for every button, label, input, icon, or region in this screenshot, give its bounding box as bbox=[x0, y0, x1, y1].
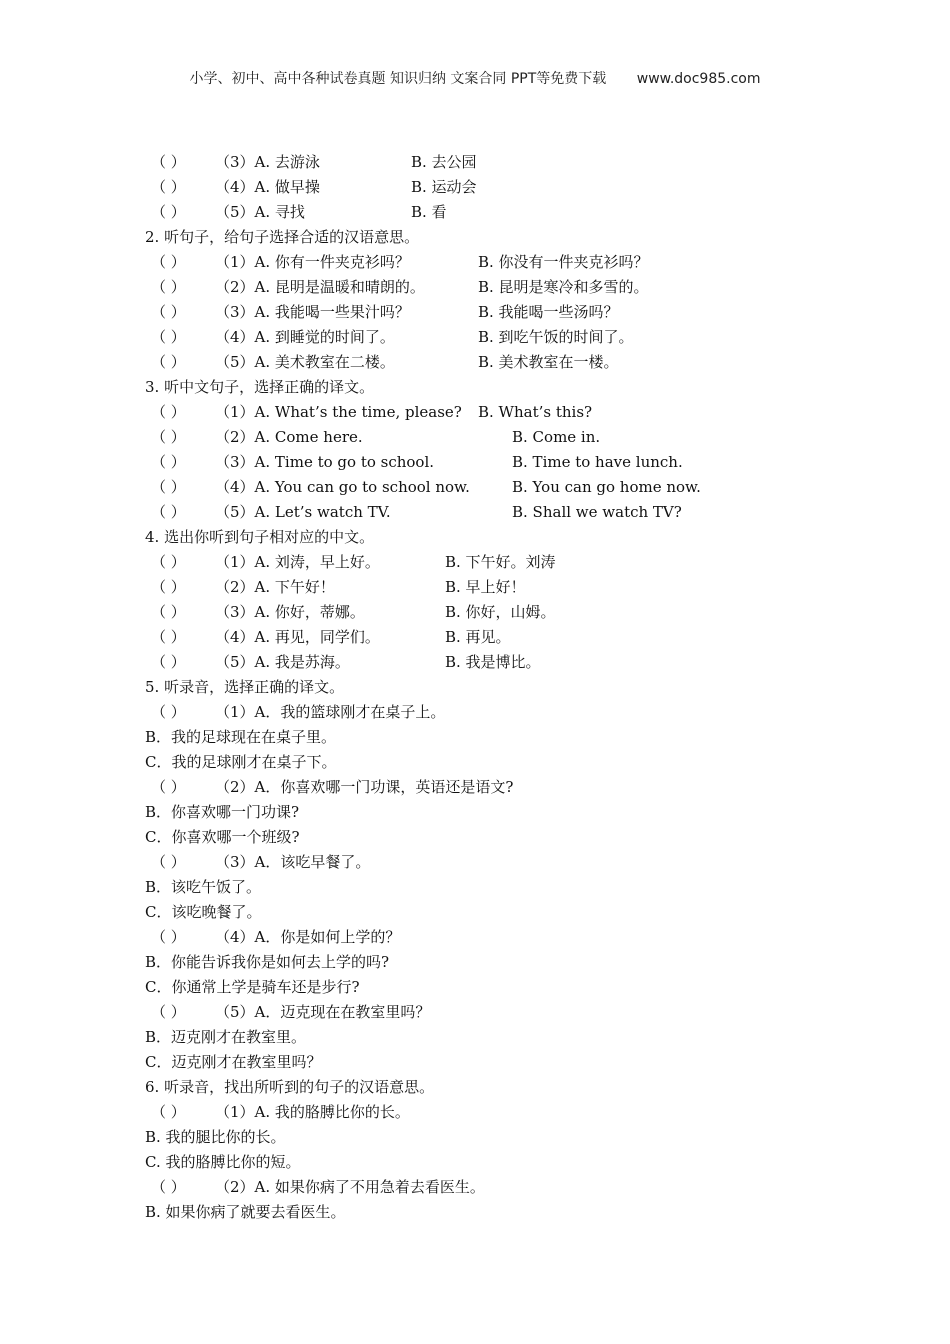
answer-blank: （ ） bbox=[151, 253, 186, 271]
question-line: （ ） （2）A. 如果你病了不用急着去看医生。 bbox=[145, 1175, 865, 1200]
option-b: B. 到吃午饭的时间了。 bbox=[478, 328, 634, 346]
option-a: A. 昆明是温暖和晴朗的。 bbox=[254, 278, 425, 296]
question-line: （ ） （1）A. 刘涛，早上好。 B. 下午好。刘涛 bbox=[145, 550, 865, 575]
option-a: A. 我的胳膊比你的长。 bbox=[254, 1103, 410, 1121]
answer-blank: （ ） bbox=[151, 578, 186, 596]
option-b: B. Come in. bbox=[512, 428, 601, 446]
option-c: C．该吃晚餐了。 bbox=[145, 903, 262, 921]
option-b: B．你能告诉我你是如何去上学的吗? bbox=[145, 953, 390, 971]
option-b: B. 去公园 bbox=[411, 153, 477, 171]
worksheet bbox=[145, 150, 865, 1225]
option-c: C．你喜欢哪一个班级? bbox=[145, 828, 300, 846]
option-b: B. 美术教室在一楼。 bbox=[478, 353, 619, 371]
option-a: A．我的篮球刚才在桌子上。 bbox=[254, 703, 446, 721]
option-a: A. 去游泳 bbox=[254, 153, 320, 171]
option-a: A. 寻找 bbox=[254, 203, 305, 221]
answer-blank: （ ） bbox=[151, 1178, 186, 1196]
answer-blank: （ ） bbox=[151, 403, 186, 421]
option-a: A. 如果你病了不用急着去看医生。 bbox=[254, 1178, 485, 1196]
answer-blank: （ ） bbox=[151, 478, 186, 496]
question-line: （ ） （5）A. 寻找 B. 看 bbox=[145, 200, 865, 225]
option-a: A. You can go to school now. bbox=[254, 478, 470, 496]
option-b: B. 昆明是寒冷和多雪的。 bbox=[478, 278, 649, 296]
option-c: C．迈克刚才在教室里吗？ bbox=[145, 1053, 322, 1071]
question-line: （ ） （1）A．我的篮球刚才在桌子上。 bbox=[145, 700, 865, 725]
option-b: B. You can go home now. bbox=[512, 478, 701, 496]
question-line: （ ） （5）A．迈克现在在教室里吗？ bbox=[145, 1000, 865, 1025]
option-b: B. 下午好。刘涛 bbox=[445, 553, 556, 571]
question-line: （ ） （2）A. Come here. B. Come in. bbox=[145, 425, 865, 450]
option-c: C. 我的胳膊比你的短。 bbox=[145, 1153, 301, 1171]
question-line: （ ） （3）A. 我能喝一些果汁吗？ B. 我能喝一些汤吗？ bbox=[145, 300, 865, 325]
option-b: B. Time to have lunch. bbox=[512, 453, 683, 471]
option-a: A. What’s the time, please? bbox=[254, 403, 462, 421]
option-b: B. 运动会 bbox=[411, 178, 477, 196]
answer-blank: （ ） bbox=[151, 628, 186, 646]
option-a: A. Let’s watch TV. bbox=[254, 503, 391, 521]
answer-blank: （ ） bbox=[151, 1103, 186, 1121]
question-line: （ ） （4）A. You can go to school now. B. You can go home now. bbox=[145, 475, 865, 500]
option-b: B. 你没有一件夹克衫吗？ bbox=[478, 253, 649, 271]
question-line: （ ） （4）A. 到睡觉的时间了。 B. 到吃午饭的时间了。 bbox=[145, 325, 865, 350]
option-a: A．迈克现在在教室里吗？ bbox=[254, 1003, 431, 1021]
header-site: www.doc985.com bbox=[636, 71, 761, 87]
option-b: B. 如果你病了就要去看医生。 bbox=[145, 1203, 346, 1221]
option-b: B．迈克刚才在教室里。 bbox=[145, 1028, 307, 1046]
option-a: A. 做早操 bbox=[254, 178, 320, 196]
question-line: （ ） （3）A. Time to go to school. B. Time to have lunch. bbox=[145, 450, 865, 475]
question-line: （ ） （1）A. 我的胳膊比你的长。 bbox=[145, 1100, 865, 1125]
option-a: A．你喜欢哪一门功课，英语还是语文? bbox=[254, 778, 514, 796]
section-title: 6. 听录音，找出所听到的句子的汉语意思。 bbox=[145, 1078, 435, 1096]
answer-blank: （ ） bbox=[151, 178, 186, 196]
option-b: B. 我的腿比你的长。 bbox=[145, 1128, 286, 1146]
question-line: （ ） （4）A. 再见，同学们。 B. 再见。 bbox=[145, 625, 865, 650]
header-text: 小学、初中、高中各种试卷真题 知识归纳 文案合同 PPT等免费下载 bbox=[189, 71, 607, 87]
option-a: A. 我能喝一些果汁吗？ bbox=[254, 303, 410, 321]
option-a: A. 你有一件夹克衫吗？ bbox=[254, 253, 410, 271]
answer-blank: （ ） bbox=[151, 278, 186, 296]
option-b: B. 你好，山姆。 bbox=[445, 603, 556, 621]
option-b: B．我的足球现在在桌子里。 bbox=[145, 728, 337, 746]
option-a: A．该吃早餐了。 bbox=[254, 853, 371, 871]
option-c: C．我的足球刚才在桌子下。 bbox=[145, 753, 337, 771]
question-line: （ ） （2）A. 下午好！ B. 早上好！ bbox=[145, 575, 865, 600]
option-b: B. 看 bbox=[411, 203, 447, 221]
question-line: （ ） （1）A. 你有一件夹克衫吗？ B. 你没有一件夹克衫吗？ bbox=[145, 250, 865, 275]
answer-blank: （ ） bbox=[151, 203, 186, 221]
option-a: A. 到睡觉的时间了。 bbox=[254, 328, 395, 346]
answer-blank: （ ） bbox=[151, 428, 186, 446]
answer-blank: （ ） bbox=[151, 153, 186, 171]
answer-blank: （ ） bbox=[151, 353, 186, 371]
question-line: （ ） （2）A．你喜欢哪一门功课，英语还是语文? bbox=[145, 775, 865, 800]
option-b: B. Shall we watch TV? bbox=[512, 503, 682, 521]
option-b: B. 再见。 bbox=[445, 628, 511, 646]
answer-blank: （ ） bbox=[151, 328, 186, 346]
answer-blank: （ ） bbox=[151, 503, 186, 521]
option-a: A. 下午好！ bbox=[254, 578, 335, 596]
answer-blank: （ ） bbox=[151, 853, 186, 871]
option-a: A. 美术教室在二楼。 bbox=[254, 353, 395, 371]
question-line: （ ） （5）A. 我是苏海。 B. 我是博比。 bbox=[145, 650, 865, 675]
page-header bbox=[0, 68, 950, 88]
option-a: A. 再见，同学们。 bbox=[254, 628, 380, 646]
answer-blank: （ ） bbox=[151, 778, 186, 796]
option-a: A. Time to go to school. bbox=[254, 453, 435, 471]
question-line: （ ） （4）A. 做早操 B. 运动会 bbox=[145, 175, 865, 200]
section-title: 2. 听句子，给句子选择合适的汉语意思。 bbox=[145, 228, 420, 246]
question-line: （ ） （5）A. 美术教室在二楼。 B. 美术教室在一楼。 bbox=[145, 350, 865, 375]
answer-blank: （ ） bbox=[151, 453, 186, 471]
answer-blank: （ ） bbox=[151, 928, 186, 946]
question-line: （ ） （3）A．该吃早餐了。 bbox=[145, 850, 865, 875]
option-b: B. 我是博比。 bbox=[445, 653, 541, 671]
option-b: B. 早上好！ bbox=[445, 578, 526, 596]
question-line: （ ） （5）A. Let’s watch TV. B. Shall we watch TV? bbox=[145, 500, 865, 525]
question-line: （ ） （3）A. 你好，蒂娜。 B. 你好，山姆。 bbox=[145, 600, 865, 625]
section-title: 4. 选出你听到句子相对应的中文。 bbox=[145, 528, 375, 546]
option-a: A. 刘涛，早上好。 bbox=[254, 553, 380, 571]
option-c: C．你通常上学是骑车还是步行? bbox=[145, 978, 360, 996]
option-a: A. Come here. bbox=[254, 428, 363, 446]
section-title: 5. 听录音，选择正确的译文。 bbox=[145, 678, 345, 696]
section-title: 3. 听中文句子，选择正确的译文。 bbox=[145, 378, 375, 396]
question-line: （ ） （4）A．你是如何上学的？ bbox=[145, 925, 865, 950]
answer-blank: （ ） bbox=[151, 1003, 186, 1021]
answer-blank: （ ） bbox=[151, 703, 186, 721]
option-b: B．你喜欢哪一门功课? bbox=[145, 803, 300, 821]
answer-blank: （ ） bbox=[151, 303, 186, 321]
option-a: A. 我是苏海。 bbox=[254, 653, 350, 671]
option-a: A. 你好，蒂娜。 bbox=[254, 603, 365, 621]
option-b: B. What’s this? bbox=[478, 403, 593, 421]
answer-blank: （ ） bbox=[151, 653, 186, 671]
question-line: （ ） （2）A. 昆明是温暖和晴朗的。 B. 昆明是寒冷和多雪的。 bbox=[145, 275, 865, 300]
option-a: A．你是如何上学的？ bbox=[254, 928, 401, 946]
option-b: B. 我能喝一些汤吗？ bbox=[478, 303, 619, 321]
answer-blank: （ ） bbox=[151, 553, 186, 571]
answer-blank: （ ） bbox=[151, 603, 186, 621]
question-line: （ ） （1）A. What’s the time, please? B. What’s this? bbox=[145, 400, 865, 425]
question-line: （ ） （3）A. 去游泳 B. 去公园 bbox=[145, 150, 865, 175]
option-b: B．该吃午饭了。 bbox=[145, 878, 262, 896]
